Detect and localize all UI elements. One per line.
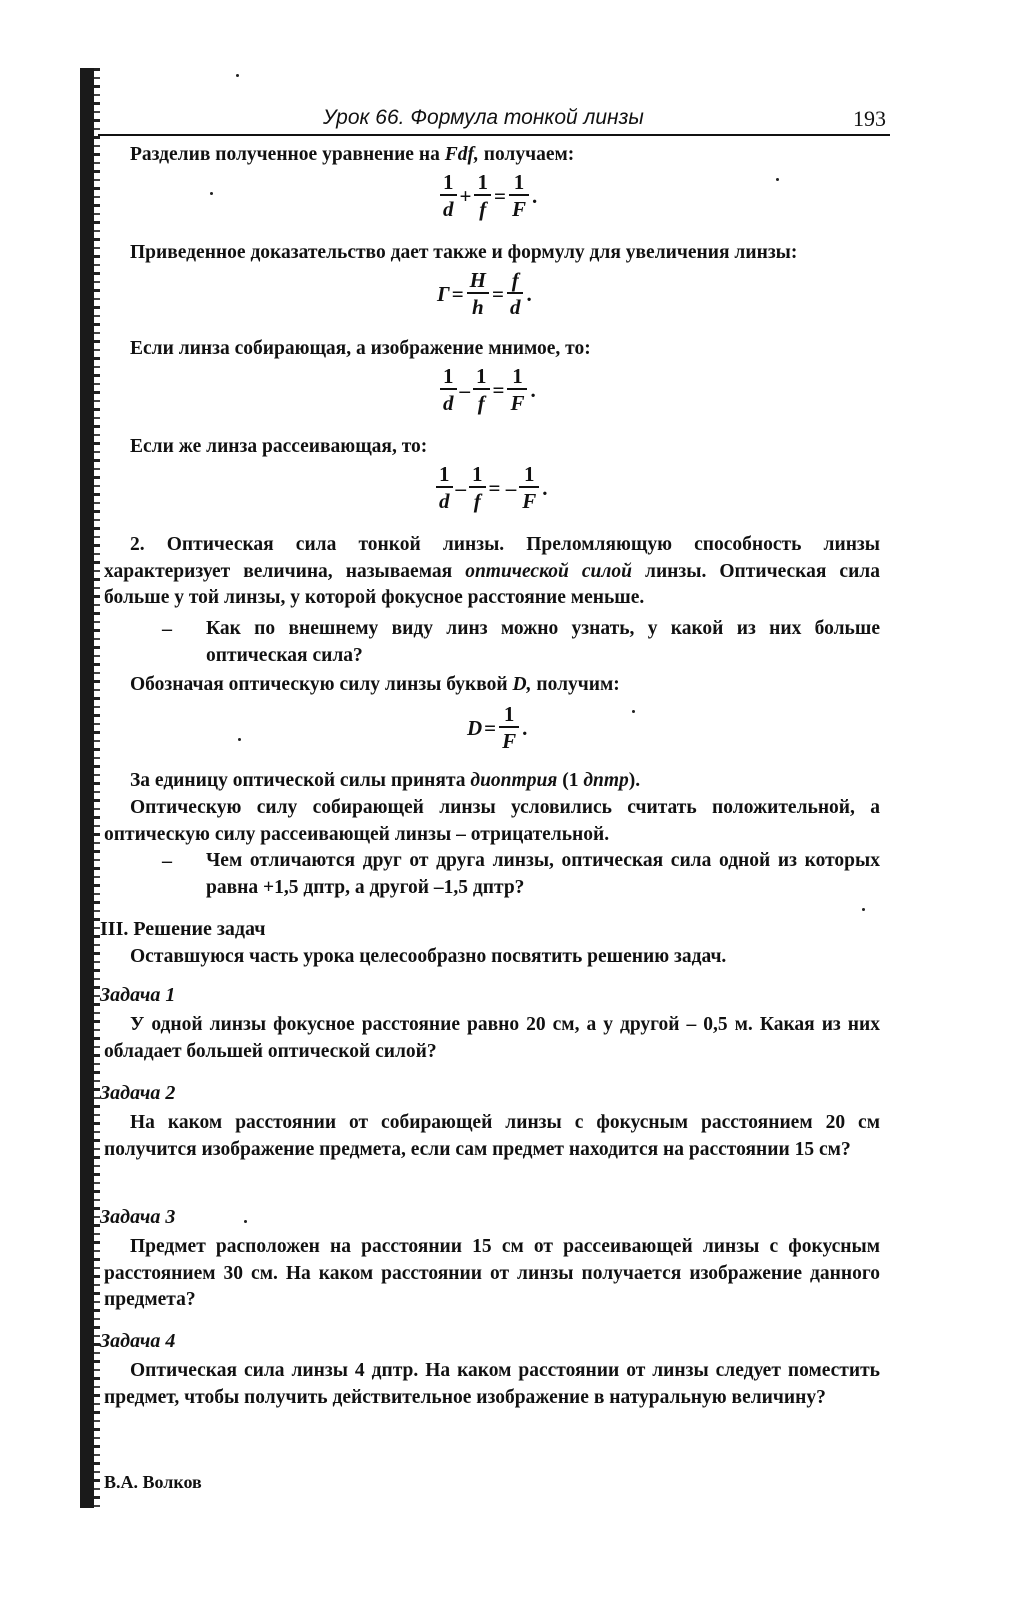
task-1-label: Задача 1 <box>100 984 176 1006</box>
task-2-label: Задача 2 <box>100 1082 176 1104</box>
task-1-text: У одной линзы фокусное расстояние равно 20 см, а у другой – 0,5 м. Какая из них обладает большей оптической силой? <box>104 1014 880 1062</box>
paragraph-sign-convention: Оптическую силу собирающей линзы условились считать положительной, а оптическую силу рассеивающей линзы – отрицательной. <box>104 797 880 845</box>
text-line-4: Если же линза рассеивающая, то: <box>130 436 428 457</box>
task-3-label: Задача 3 <box>100 1206 176 1228</box>
running-header <box>98 104 890 136</box>
thin-lens-formula: $\frac{1}{d}$ + $\frac{1}{f}$ = $\frac{1}{F}$ . <box>438 170 538 222</box>
virtual-image-formula: $\frac{1}{d}$ – $\frac{1}{f}$ = $\frac{1}{F}$ . <box>438 364 537 416</box>
scan-speck <box>210 192 213 195</box>
page-number: 193 <box>853 106 886 131</box>
magnification-formula: Г= $\frac{H}{h}$ = $\frac{f}{d}$ . <box>437 268 532 319</box>
diverging-lens-formula: $\frac{1}{d}$ – $\frac{1}{f}$ = – $\frac{1}{F}$ . <box>434 462 548 514</box>
text-line-2: Приведенное доказательство дает также и формулу для увеличения линзы: <box>130 242 798 263</box>
task-3-text: Предмет расположен на расстоянии 15 см от рассеивающей линзы с фокусным расстоянием 30 см. На каком расстоянии от линзы получается изображение данного предмета? <box>104 1236 880 1310</box>
text-line-1: Разделив полученное уравнение на Fdf, получаем: <box>130 144 575 165</box>
scan-speck <box>244 1220 247 1223</box>
author-credit: В.А. Волков <box>104 1472 202 1492</box>
text-line-3: Если линза собирающая, а изображение мнимое, то: <box>130 338 591 359</box>
scan-speck <box>238 738 241 741</box>
section-heading: III. Решение задач <box>100 918 266 940</box>
text-line-6: За единицу оптической силы принята диоптрия (1 дптр). <box>130 770 641 791</box>
paragraph-optical-power: 2. Оптическая сила тонкой линзы. Преломляющую способность линзы характеризует величина, называемая оптической силой линзы. Оптическая сила больше у той линзы, у которой фокусное расстояние меньше. <box>104 534 880 608</box>
scan-speck <box>776 178 779 181</box>
task-2-text: На каком расстоянии от собирающей линзы с фокусным расстоянием 20 см получится изображение предмета, если сам предмет находится на расстоянии 15 см? <box>104 1112 880 1160</box>
scan-speck <box>632 710 635 713</box>
scan-speck <box>862 908 865 911</box>
section-intro: Оставшуюся часть урока целесообразно посвятить решению задач. <box>130 946 727 967</box>
question-2: Чем отличаются друг от друга линзы, оптическая сила одной из которых равна +1,5 дптр, а другой –1,5 дптр? <box>206 850 880 898</box>
text-line-5: Обозначая оптическую силу линзы буквой D, получим: <box>130 674 620 695</box>
scan-speck <box>236 74 239 77</box>
question-dash: – <box>162 618 172 640</box>
task-4-label: Задача 4 <box>100 1330 176 1352</box>
task-4-text: Оптическая сила линзы 4 дптр. На каком расстоянии от линзы следует поместить предмет, чтобы получить действительное изображение в натуральную величину? <box>104 1360 880 1408</box>
header-title: Урок 66. Формула тонкой линзы <box>323 106 644 129</box>
question-dash: – <box>162 850 172 872</box>
optical-power-formula: D= $\frac{1}{F}$ . <box>467 702 528 753</box>
question-1: Как по внешнему виду линз можно узнать, у какой из них больше оптическая сила? <box>206 618 880 666</box>
